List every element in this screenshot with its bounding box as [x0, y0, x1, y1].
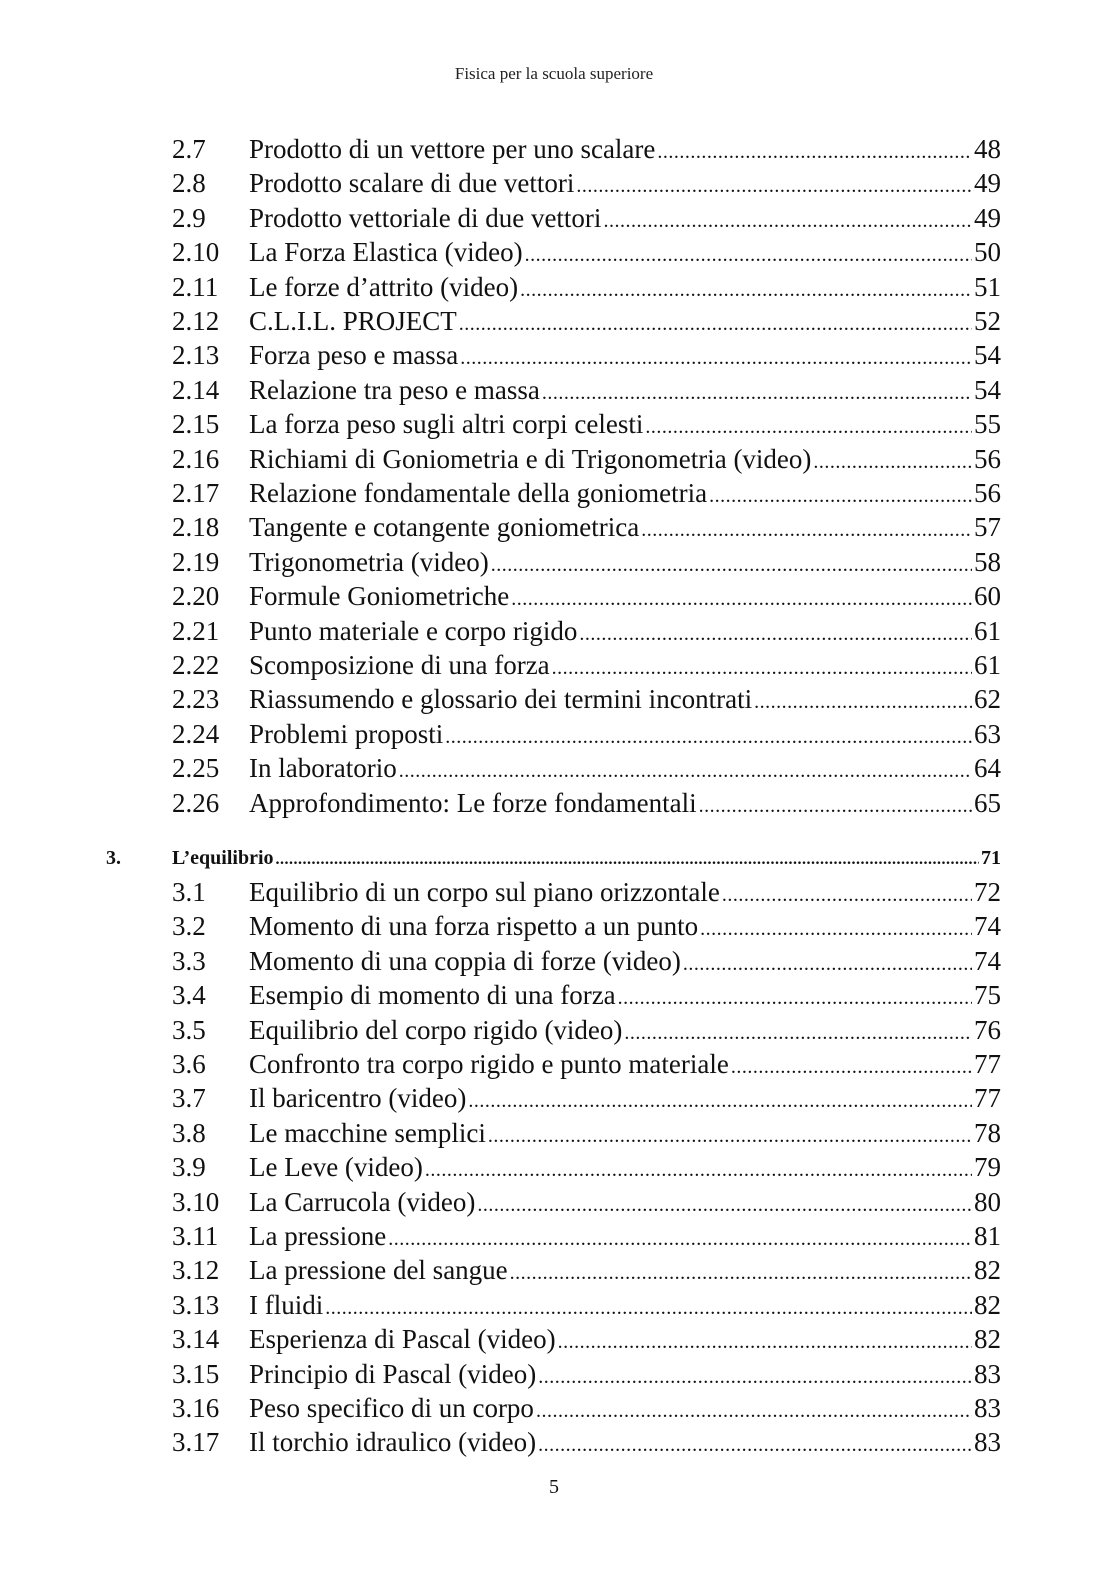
- toc-entry-number: 2.20: [172, 581, 220, 611]
- toc-entry-number: 2.16: [172, 444, 220, 474]
- toc-entry-page: 54: [974, 375, 1001, 405]
- dot-leader: [603, 204, 972, 238]
- toc-entry-line: [249, 1116, 1001, 1150]
- toc-entry-line: [249, 1185, 1001, 1219]
- dot-leader: [536, 1394, 972, 1428]
- toc-entry-number: 2.19: [172, 547, 220, 577]
- toc-entry-number: 3.7: [172, 1083, 206, 1113]
- toc-entry-number: 2.8: [172, 168, 206, 198]
- dot-leader: [511, 582, 972, 616]
- toc-entry-title: Approfondimento: Le forze fondamentali: [249, 788, 697, 818]
- dot-leader: [538, 1360, 972, 1394]
- toc-entry[interactable]: [0, 1150, 1116, 1184]
- toc-entry[interactable]: [0, 1013, 1116, 1047]
- toc-entry[interactable]: [0, 717, 1116, 751]
- dot-leader: [388, 1222, 972, 1256]
- toc-entry[interactable]: [0, 1357, 1116, 1391]
- toc-entry[interactable]: [0, 786, 1116, 820]
- toc-entry-title: Tangente e cotangente goniometrica: [249, 512, 640, 542]
- toc-entry-line: [249, 682, 1001, 716]
- toc-entry-number: 2.13: [172, 340, 220, 370]
- toc-entry-title: Il baricentro (video): [249, 1083, 467, 1113]
- toc-entry[interactable]: [0, 442, 1116, 476]
- toc-entry-title: In laboratorio: [249, 753, 397, 783]
- toc-entry-title: L’equilibrio: [172, 847, 274, 869]
- dot-leader: [722, 878, 972, 912]
- toc-entry-page: 55: [974, 409, 1001, 439]
- toc-entry-page: 79: [974, 1152, 1001, 1182]
- toc-entry-title: Esempio di momento di una forza: [249, 980, 616, 1010]
- toc-entry-line: [249, 1081, 1001, 1115]
- dot-leader: [579, 617, 972, 651]
- toc-entry-line: [249, 875, 1001, 909]
- dot-leader: [731, 1050, 972, 1084]
- toc-entry-page: 56: [974, 444, 1001, 474]
- toc-entry-title: Esperienza di Pascal (video): [249, 1324, 556, 1354]
- toc-entry-line: [249, 476, 1001, 510]
- toc-entry-title: Relazione tra peso e massa: [249, 375, 540, 405]
- toc-entry-line: [249, 1047, 1001, 1081]
- dot-leader: [468, 1084, 972, 1118]
- toc-entry-title: Trigonometria (video): [249, 547, 489, 577]
- toc-entry[interactable]: [0, 579, 1116, 613]
- toc-entry-number: 2.12: [172, 306, 220, 336]
- toc-entry-line: [249, 1013, 1001, 1047]
- toc-entry[interactable]: [0, 338, 1116, 372]
- dot-leader: [709, 479, 972, 513]
- toc-entry-number: 2.24: [172, 719, 220, 749]
- toc-entry-number: 2.18: [172, 512, 220, 542]
- dot-leader: [460, 341, 972, 375]
- toc-entry-line: [249, 166, 1001, 200]
- toc-entry-number: 3.1: [172, 877, 206, 907]
- toc-entry-page: 61: [974, 616, 1001, 646]
- toc-entry-title: Il torchio idraulico (video): [249, 1427, 537, 1457]
- toc-entry-title: Peso specifico di un corpo: [249, 1393, 534, 1423]
- toc-entry-page: 81: [974, 1221, 1001, 1251]
- toc-entry[interactable]: [0, 304, 1116, 338]
- toc-entry-page: 83: [974, 1359, 1001, 1389]
- toc-entry[interactable]: [0, 648, 1116, 682]
- dot-leader: [558, 1325, 972, 1359]
- toc-entry-title: Momento di una coppia di forze (video): [249, 946, 681, 976]
- toc-entry-page: 50: [974, 237, 1001, 267]
- toc-entry-page: 83: [974, 1427, 1001, 1457]
- dot-leader: [683, 947, 972, 981]
- dot-leader: [488, 1119, 972, 1153]
- toc-entry-page: 63: [974, 719, 1001, 749]
- toc-entry[interactable]: [0, 909, 1116, 943]
- toc-entry-number: 3.3: [172, 946, 206, 976]
- toc-entry-title: Scomposizione di una forza: [249, 650, 550, 680]
- toc-entry-page: 49: [974, 168, 1001, 198]
- dot-leader: [699, 789, 972, 823]
- dot-leader: [510, 1256, 972, 1290]
- dot-leader: [624, 1016, 972, 1050]
- toc-entry-page: 58: [974, 547, 1001, 577]
- toc-entry-page: 75: [974, 980, 1001, 1010]
- running-header: Fisica per la scuola superiore: [454, 64, 654, 83]
- toc-entry-title: Equilibrio del corpo rigido (video): [249, 1015, 623, 1045]
- toc-entry-page: 82: [974, 1255, 1001, 1285]
- toc-entry-title: Relazione fondamentale della goniometria: [249, 478, 708, 508]
- toc-entry-page: 56: [974, 478, 1001, 508]
- toc-entry-title: Le Leve (video): [249, 1152, 423, 1182]
- toc-entry-page: 62: [974, 684, 1001, 714]
- toc-entry-line: [249, 235, 1001, 269]
- toc-entry-line: [249, 751, 1001, 785]
- dot-leader: [520, 273, 972, 307]
- toc-entry-page: 74: [974, 911, 1001, 941]
- toc-entry-number: 2.23: [172, 684, 220, 714]
- toc-entry-number: 3.16: [172, 1393, 220, 1423]
- toc-entry[interactable]: [0, 614, 1116, 648]
- toc-entry-number: 2.10: [172, 237, 220, 267]
- toc-entry-title: La pressione: [249, 1221, 387, 1251]
- toc-entry-line: [249, 338, 1001, 372]
- toc-entry-title: C.L.I.L. PROJECT: [249, 306, 457, 336]
- toc-entry-line: [249, 407, 1001, 441]
- dot-leader: [445, 720, 972, 754]
- toc-entry[interactable]: [0, 407, 1116, 441]
- dot-leader: [325, 1291, 972, 1325]
- toc-entry[interactable]: [0, 373, 1116, 407]
- dot-leader: [538, 1428, 972, 1462]
- toc-entry-line: [249, 1253, 1001, 1287]
- toc-entry-number: 2.17: [172, 478, 220, 508]
- toc-entry-title: Prodotto vettoriale di due vettori: [249, 203, 602, 233]
- toc-entry-title: Prodotto scalare di due vettori: [249, 168, 575, 198]
- toc-entry[interactable]: [0, 476, 1116, 510]
- toc-entry[interactable]: [0, 978, 1116, 1012]
- toc-entry[interactable]: [0, 875, 1116, 909]
- toc-entry-number: 3.11: [172, 1221, 219, 1251]
- toc-entry-number: 3.2: [172, 911, 206, 941]
- toc-entry-title: I fluidi: [249, 1290, 324, 1320]
- toc-entry[interactable]: [0, 1425, 1116, 1459]
- dot-leader: [525, 238, 972, 272]
- dot-leader: [276, 843, 979, 877]
- toc-entry[interactable]: [0, 1288, 1116, 1322]
- toc-entry-number: 3.13: [172, 1290, 220, 1320]
- toc-entry-line: [249, 978, 1001, 1012]
- toc-entry-page: 82: [974, 1324, 1001, 1354]
- dot-leader: [576, 169, 972, 203]
- toc-entry-title: Confronto tra corpo rigido e punto materiale: [249, 1049, 729, 1079]
- dot-leader: [542, 376, 972, 410]
- toc-entry-line: [249, 510, 1001, 544]
- dot-leader: [552, 651, 972, 685]
- toc-entry-number: 3.15: [172, 1359, 220, 1389]
- toc-entry-number: 3.9: [172, 1152, 206, 1182]
- toc-entry[interactable]: [0, 1081, 1116, 1115]
- toc-entry-page: 77: [974, 1083, 1001, 1113]
- dot-leader: [813, 445, 972, 479]
- toc-entry-line: [249, 909, 1001, 943]
- toc-entry-page: 71: [981, 847, 1001, 869]
- toc-entry-page: 57: [974, 512, 1001, 542]
- toc-entry[interactable]: [0, 1219, 1116, 1253]
- toc-entry-title: La pressione del sangue: [249, 1255, 508, 1285]
- toc-entry-page: 74: [974, 946, 1001, 976]
- dot-leader: [491, 548, 972, 582]
- toc-entry-title: Richiami di Goniometria e di Trigonometria (video): [249, 444, 812, 474]
- toc-entry-title: Formule Goniometriche: [249, 581, 510, 611]
- toc-entry-title: La forza peso sugli altri corpi celesti: [249, 409, 644, 439]
- toc-entry-line: [249, 1150, 1001, 1184]
- toc-entry-line: [249, 614, 1001, 648]
- toc-entry[interactable]: [0, 944, 1116, 978]
- toc-entry-number: 3.: [106, 847, 121, 869]
- toc-entry-page: 64: [974, 753, 1001, 783]
- toc-entry-line: [249, 1322, 1001, 1356]
- toc-entry-line: [249, 648, 1001, 682]
- toc-entry-page: 80: [974, 1187, 1001, 1217]
- toc-entry-page: 76: [974, 1015, 1001, 1045]
- toc-entry-page: 72: [974, 877, 1001, 907]
- toc-entry-number: 3.17: [172, 1427, 220, 1457]
- toc-entry-page: 65: [974, 788, 1001, 818]
- toc-entry-line: [249, 1288, 1001, 1322]
- toc-entry-line: [249, 545, 1001, 579]
- toc-entry-number: 3.14: [172, 1324, 220, 1354]
- toc-entry-page: 54: [974, 340, 1001, 370]
- toc-entry-page: 51: [974, 272, 1001, 302]
- toc-entry[interactable]: [0, 1253, 1116, 1287]
- toc-entry-number: 2.15: [172, 409, 220, 439]
- toc-entry-page: 61: [974, 650, 1001, 680]
- toc-chapter-heading[interactable]: [0, 841, 1116, 875]
- toc-entry-number: 3.6: [172, 1049, 206, 1079]
- toc-entry-line: [249, 786, 1001, 820]
- toc-entry-page: 60: [974, 581, 1001, 611]
- toc-entry-line: [249, 717, 1001, 751]
- toc-entry-line: [249, 579, 1001, 613]
- toc-entry-page: 83: [974, 1393, 1001, 1423]
- toc-entry-number: 2.26: [172, 788, 220, 818]
- toc-entry-page: 49: [974, 203, 1001, 233]
- toc-entry-line: [249, 442, 1001, 476]
- toc-entry[interactable]: [0, 545, 1116, 579]
- toc-entry[interactable]: [0, 751, 1116, 785]
- page-number: 5: [549, 1476, 559, 1498]
- toc-entry[interactable]: [0, 166, 1116, 200]
- toc-entry-line: [249, 944, 1001, 978]
- toc-entry-number: 3.5: [172, 1015, 206, 1045]
- toc-entry-title: Principio di Pascal (video): [249, 1359, 537, 1389]
- toc-entry-title: La Forza Elastica (video): [249, 237, 523, 267]
- dot-leader: [618, 981, 972, 1015]
- dot-leader: [459, 307, 972, 341]
- toc-entry[interactable]: [0, 1116, 1116, 1150]
- toc-entry[interactable]: [0, 1047, 1116, 1081]
- toc-entry-line: [249, 1391, 1001, 1425]
- toc-entry-line: [249, 304, 1001, 338]
- toc-entry-title: Riassumendo e glossario dei termini incontrati: [249, 684, 753, 714]
- toc-entry-line: [249, 201, 1001, 235]
- toc-entry-title: Punto materiale e corpo rigido: [249, 616, 578, 646]
- toc-entry[interactable]: [0, 1185, 1116, 1219]
- toc-entry[interactable]: [0, 270, 1116, 304]
- dot-leader: [399, 754, 972, 788]
- toc-entry-line: [249, 1425, 1001, 1459]
- toc-entry-number: 2.9: [172, 203, 206, 233]
- toc-entry[interactable]: [0, 1391, 1116, 1425]
- dot-leader: [645, 410, 972, 444]
- toc-entry[interactable]: [0, 510, 1116, 544]
- toc-entry-number: 2.22: [172, 650, 220, 680]
- toc-entry-line: [249, 132, 1001, 166]
- toc-entry[interactable]: [0, 235, 1116, 269]
- toc-entry-line: [249, 270, 1001, 304]
- toc-entry-line: [172, 841, 1001, 875]
- toc-entry-title: Le macchine semplici: [249, 1118, 486, 1148]
- toc-entry-page: 48: [974, 134, 1001, 164]
- toc-entry[interactable]: [0, 682, 1116, 716]
- toc-entry-number: 2.14: [172, 375, 220, 405]
- toc-entry-number: 3.12: [172, 1255, 220, 1285]
- toc-entry-number: 2.25: [172, 753, 220, 783]
- toc-entry-title: Problemi proposti: [249, 719, 444, 749]
- toc-entry-number: 3.4: [172, 980, 206, 1010]
- toc-entry-title: La Carrucola (video): [249, 1187, 476, 1217]
- dot-leader: [641, 513, 972, 547]
- toc-entry-title: Forza peso e massa: [249, 340, 459, 370]
- dot-leader: [700, 912, 972, 946]
- dot-leader: [477, 1188, 972, 1222]
- toc-entry-number: 3.10: [172, 1187, 220, 1217]
- toc-entry[interactable]: [0, 132, 1116, 166]
- toc-entry-page: 77: [974, 1049, 1001, 1079]
- dot-leader: [754, 685, 972, 719]
- toc-entry-number: 2.21: [172, 616, 220, 646]
- toc-entry-number: 3.8: [172, 1118, 206, 1148]
- toc-entry-page: 82: [974, 1290, 1001, 1320]
- toc-entry-number: 2.11: [172, 272, 219, 302]
- toc-entry-number: 2.7: [172, 134, 206, 164]
- dot-leader: [425, 1153, 972, 1187]
- toc-entry-title: Prodotto di un vettore per uno scalare: [249, 134, 656, 164]
- toc-entry-line: [249, 1219, 1001, 1253]
- toc-entry-line: [249, 373, 1001, 407]
- toc-entry-title: Le forze d’attrito (video): [249, 272, 519, 302]
- toc-entry-line: [249, 1357, 1001, 1391]
- toc-entry[interactable]: [0, 201, 1116, 235]
- toc-entry[interactable]: [0, 1322, 1116, 1356]
- dot-leader: [657, 135, 972, 169]
- toc-entry-title: Momento di una forza rispetto a un punto: [249, 911, 699, 941]
- toc-entry-page: 78: [974, 1118, 1001, 1148]
- toc-entry-title: Equilibrio di un corpo sul piano orizzontale: [249, 877, 720, 907]
- toc-entry-page: 52: [974, 306, 1001, 336]
